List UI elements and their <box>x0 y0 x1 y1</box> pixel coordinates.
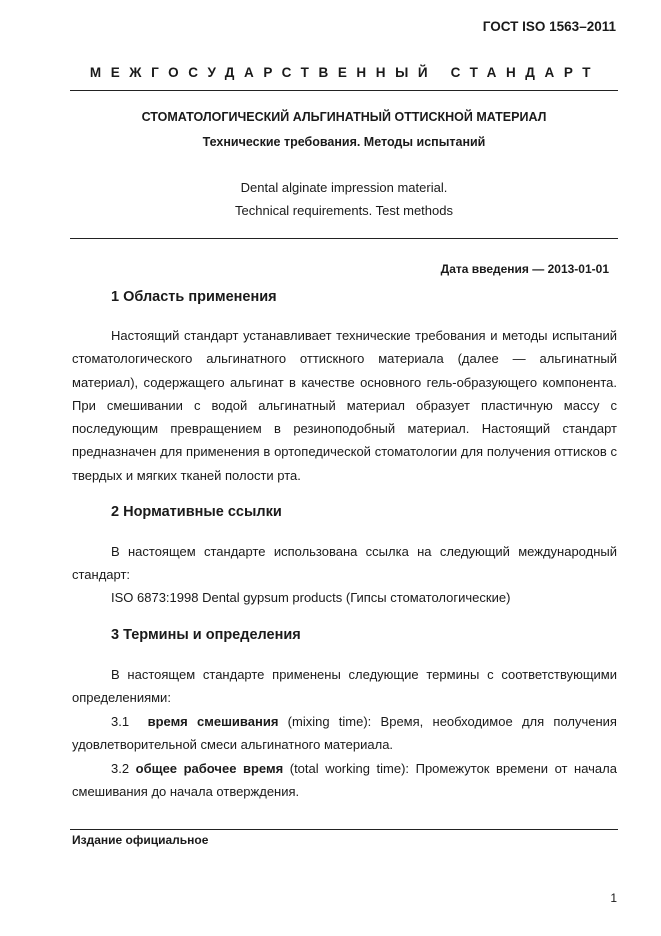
term-3-1-definition: (mixing time): Время, необходимое для получения удовлетворительной смеси альгинатного материала. <box>72 714 617 753</box>
document-subtitle-ru: Технические требования. Методы испытаний <box>202 135 486 149</box>
document-title-ru: СТОМАТОЛОГИЧЕСКИЙ АЛЬГИНАТНЫЙ ОТТИСКНОЙ МАТЕРИАЛ <box>141 110 547 124</box>
section-2-paragraph: В настоящем стандарте использована ссылка на следующий международный стандарт: <box>72 544 617 583</box>
term-3-2 <box>72 757 617 804</box>
term-3-1-name: время смешивания <box>147 714 279 729</box>
term-3-2-number: 3.2 <box>111 761 130 776</box>
document-title-en-line1: Dental alginate impression material. <box>240 180 448 195</box>
section-2-reference: ISO 6873:1998 Dental gypsum products (Гипсы стоматологические) <box>111 590 511 605</box>
term-3-1-number: 3.1 <box>111 714 130 729</box>
term-3-2-definition: (total working time): Промежуток времени от начала смешивания до начала отверждения. <box>72 761 617 800</box>
document-title-en-line2: Technical requirements. Test methods <box>235 203 453 218</box>
page-number: 1 <box>610 891 617 905</box>
section-1-paragraph: Настоящий стандарт устанавливает технические требования и методы испытаний стоматологического альгинатного оттискного материала (далее — альгинатный материал), содержащего альгинат в качестве основного гель-образующего компонента. При смешивании с водой альгинатный материал образует пластичную массу с последующим превращением в резиноподобный материал. Настоящий стандарт предназначен для применения в ортопедической стоматологии для получения оттисков с твердых и мягких тканей полости рта. <box>72 328 617 483</box>
official-edition-label: Издание официальное <box>72 833 209 847</box>
section-3-paragraph: В настоящем стандарте применены следующие термины с соответствующими определениями: <box>72 667 617 706</box>
section-2-heading: 2 Нормативные ссылки <box>111 504 282 520</box>
standard-code: ГОСТ ISO 1563–2011 <box>482 19 616 34</box>
footer-divider <box>70 829 618 830</box>
section-1-heading: 1 Область применения <box>111 289 277 305</box>
term-3-1 <box>72 710 617 757</box>
term-3-2-name: общее рабочее время <box>135 761 284 776</box>
section-3-heading: 3 Термины и определения <box>111 627 301 643</box>
interstate-standard-label: МЕЖГОСУДАРСТВЕННЫЙ СТАНДАРТ <box>89 65 601 80</box>
introduction-date: Дата введения — 2013-01-01 <box>440 262 609 276</box>
title-divider <box>70 238 618 239</box>
top-divider <box>70 90 618 91</box>
